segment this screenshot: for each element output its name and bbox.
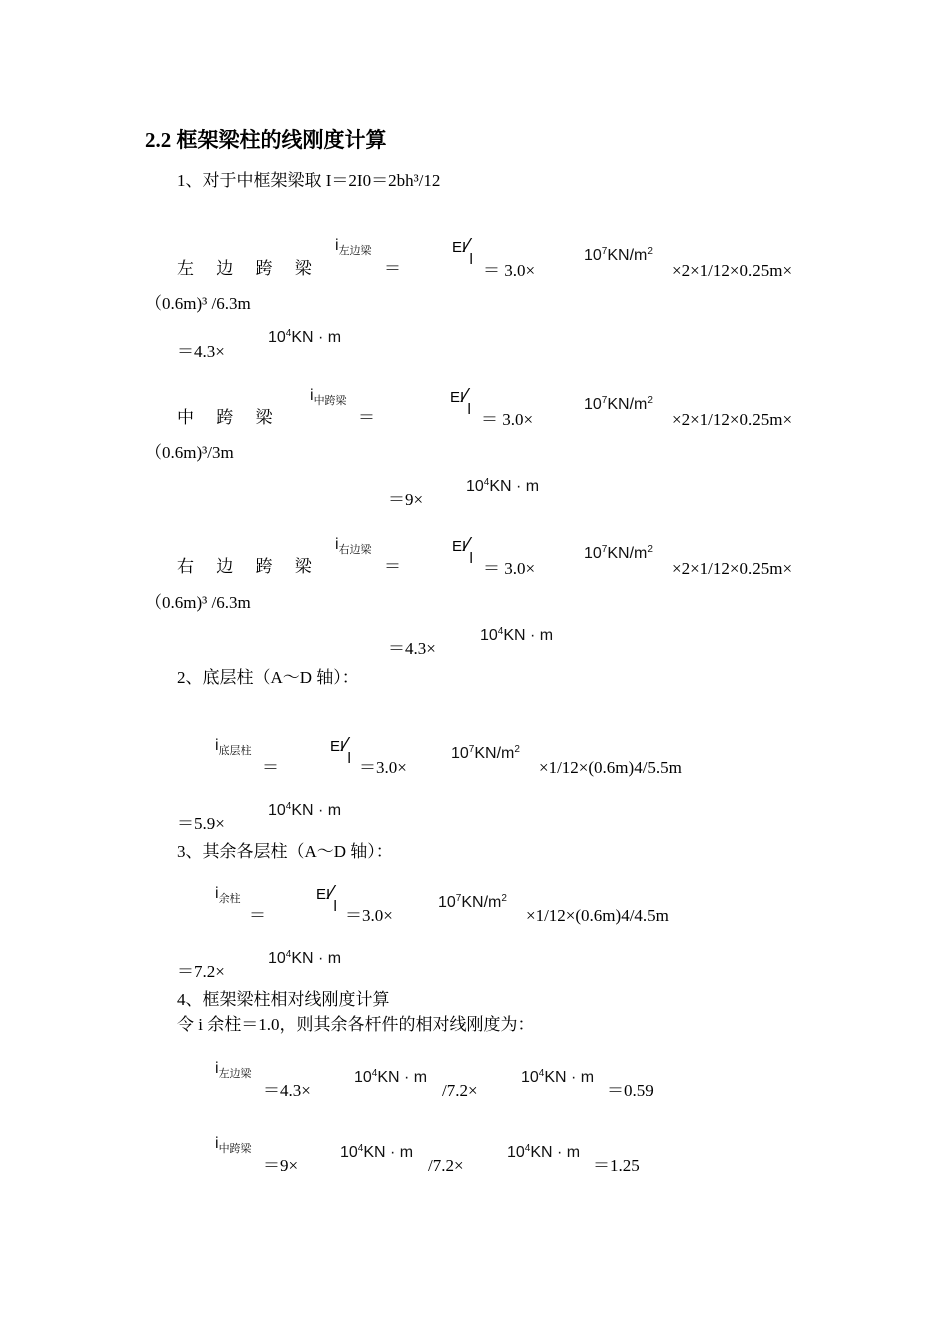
beam-left-result-unit: $10^4KN \cdot m$ — [268, 328, 342, 346]
beam-left-modulus-unit: $10^7KN/m^2$ — [584, 246, 653, 264]
col-bottom-tail: ×1/12×(0.6m)4/5.5m — [539, 758, 682, 777]
rel-mid-unit-b: $10^4KN \cdot m$ — [507, 1143, 581, 1161]
col-bottom-modulus-unit: $10^7KN/m^2$ — [451, 744, 520, 762]
beam-right-tail: ×2×1/12×0.25m× — [672, 559, 793, 578]
beam-right-subscript: 右边梁 — [338, 544, 372, 556]
beam-right-ei-fraction: EI⁄l — [452, 534, 473, 567]
col-other-result: ＝7.2× — [177, 962, 225, 981]
beam-left-continuation: （0.6m)³ /6.3m — [145, 294, 251, 313]
col-bottom-result: ＝5.9× — [177, 814, 225, 833]
beam-right-modulus-unit: $10^7KN/m^2$ — [584, 544, 653, 562]
rel-mid-stiffness-symbol: $i_{中跨梁}$ — [215, 1135, 252, 1155]
col-other-stiffness-symbol: $i_{余柱}$ — [215, 885, 241, 905]
beam-mid-equals: ＝ — [358, 408, 375, 427]
col-other-result-unit: $10^4KN \cdot m$ — [268, 949, 342, 967]
rel-mid-part-b: /7.2× — [428, 1156, 464, 1175]
beam-mid-ei-fraction: EI⁄l — [450, 385, 471, 418]
item-3-text: 3、其余各层柱（A～D 轴）： — [177, 842, 393, 861]
col-other-tail: ×1/12×(0.6m)4/4.5m — [526, 906, 669, 925]
beam-mid-stiffness-symbol: $i_{中跨梁}$ — [310, 387, 347, 407]
beam-right-stiffness-symbol: $i_{右边梁}$ — [335, 536, 372, 556]
col-other-subscript: 余柱 — [218, 893, 241, 905]
rel-left-result: ＝0.59 — [607, 1081, 654, 1100]
rel-left-unit-b: $10^4KN \cdot m$ — [521, 1068, 595, 1086]
rel-mid-unit-a: $10^4KN \cdot m$ — [340, 1143, 414, 1161]
rel-left-part-a: ＝4.3× — [263, 1081, 311, 1100]
beam-mid-result: ＝9× — [388, 490, 424, 509]
col-other-equals: ＝ — [249, 906, 266, 925]
col-bottom-subscript: 底层柱 — [218, 745, 252, 757]
col-other-coefficient: ＝3.0× — [345, 906, 393, 925]
rel-mid-result: ＝1.25 — [593, 1156, 640, 1175]
item-1-text: 1、对于中框架梁取 I＝2I0＝2bh³/12 — [177, 171, 441, 190]
rel-mid-part-a: ＝9× — [263, 1156, 299, 1175]
col-other-ei-fraction: EI⁄l — [316, 882, 337, 915]
col-bottom-stiffness-symbol: $i_{底层柱}$ — [215, 737, 252, 757]
beam-mid-label: 中 跨 梁 — [177, 408, 282, 427]
beam-left-subscript: 左边梁 — [338, 245, 372, 257]
rel-mid-subscript: 中跨梁 — [218, 1143, 252, 1155]
col-bottom-result-unit: $10^4KN \cdot m$ — [268, 801, 342, 819]
item-4-line2: 令 i 余柱＝1.0，则其余各杆件的相对线刚度为： — [177, 1015, 535, 1034]
beam-mid-coefficient: ＝ 3.0× — [481, 410, 534, 429]
rel-left-subscript: 左边梁 — [218, 1068, 252, 1080]
beam-left-label: 左 边 跨 梁 — [177, 259, 321, 278]
beam-mid-subscript: 中跨梁 — [313, 395, 347, 407]
rel-left-unit-a: $10^4KN \cdot m$ — [354, 1068, 428, 1086]
col-other-modulus-unit: $10^7KN/m^2$ — [438, 893, 507, 911]
rel-left-part-b: /7.2× — [442, 1081, 478, 1100]
page-title: 2.2 框架梁柱的线刚度计算 — [145, 128, 387, 152]
beam-left-result: ＝4.3× — [177, 342, 225, 361]
beam-right-result-unit: $10^4KN \cdot m$ — [480, 626, 554, 644]
beam-mid-continuation: （0.6m)³/3m — [145, 443, 234, 462]
item-4-text: 4、框架梁柱相对线刚度计算 — [177, 990, 390, 1009]
beam-left-equals: ＝ — [384, 259, 401, 278]
beam-right-equals: ＝ — [384, 557, 401, 576]
beam-left-tail: ×2×1/12×0.25m× — [672, 261, 793, 280]
beam-right-coefficient: ＝ 3.0× — [483, 559, 536, 578]
beam-mid-tail: ×2×1/12×0.25m× — [672, 410, 793, 429]
beam-left-ei-fraction: EI⁄l — [452, 235, 473, 268]
beam-right-result: ＝4.3× — [388, 639, 436, 658]
beam-mid-result-unit: $10^4KN \cdot m$ — [466, 477, 540, 495]
beam-right-continuation: （0.6m)³ /6.3m — [145, 593, 251, 612]
col-bottom-coefficient: ＝3.0× — [359, 758, 407, 777]
beam-left-stiffness-symbol: $i_{左边梁}$ — [335, 237, 372, 257]
beam-left-coefficient: ＝ 3.0× — [483, 261, 536, 280]
col-bottom-ei-fraction: EI⁄l — [330, 734, 351, 767]
beam-mid-modulus-unit: $10^7KN/m^2$ — [584, 395, 653, 413]
beam-right-label: 右 边 跨 梁 — [177, 557, 321, 576]
item-2-text: 2、底层柱（A～D 轴）： — [177, 668, 359, 687]
col-bottom-equals: ＝ — [262, 758, 279, 777]
rel-left-stiffness-symbol: $i_{左边梁}$ — [215, 1060, 252, 1080]
